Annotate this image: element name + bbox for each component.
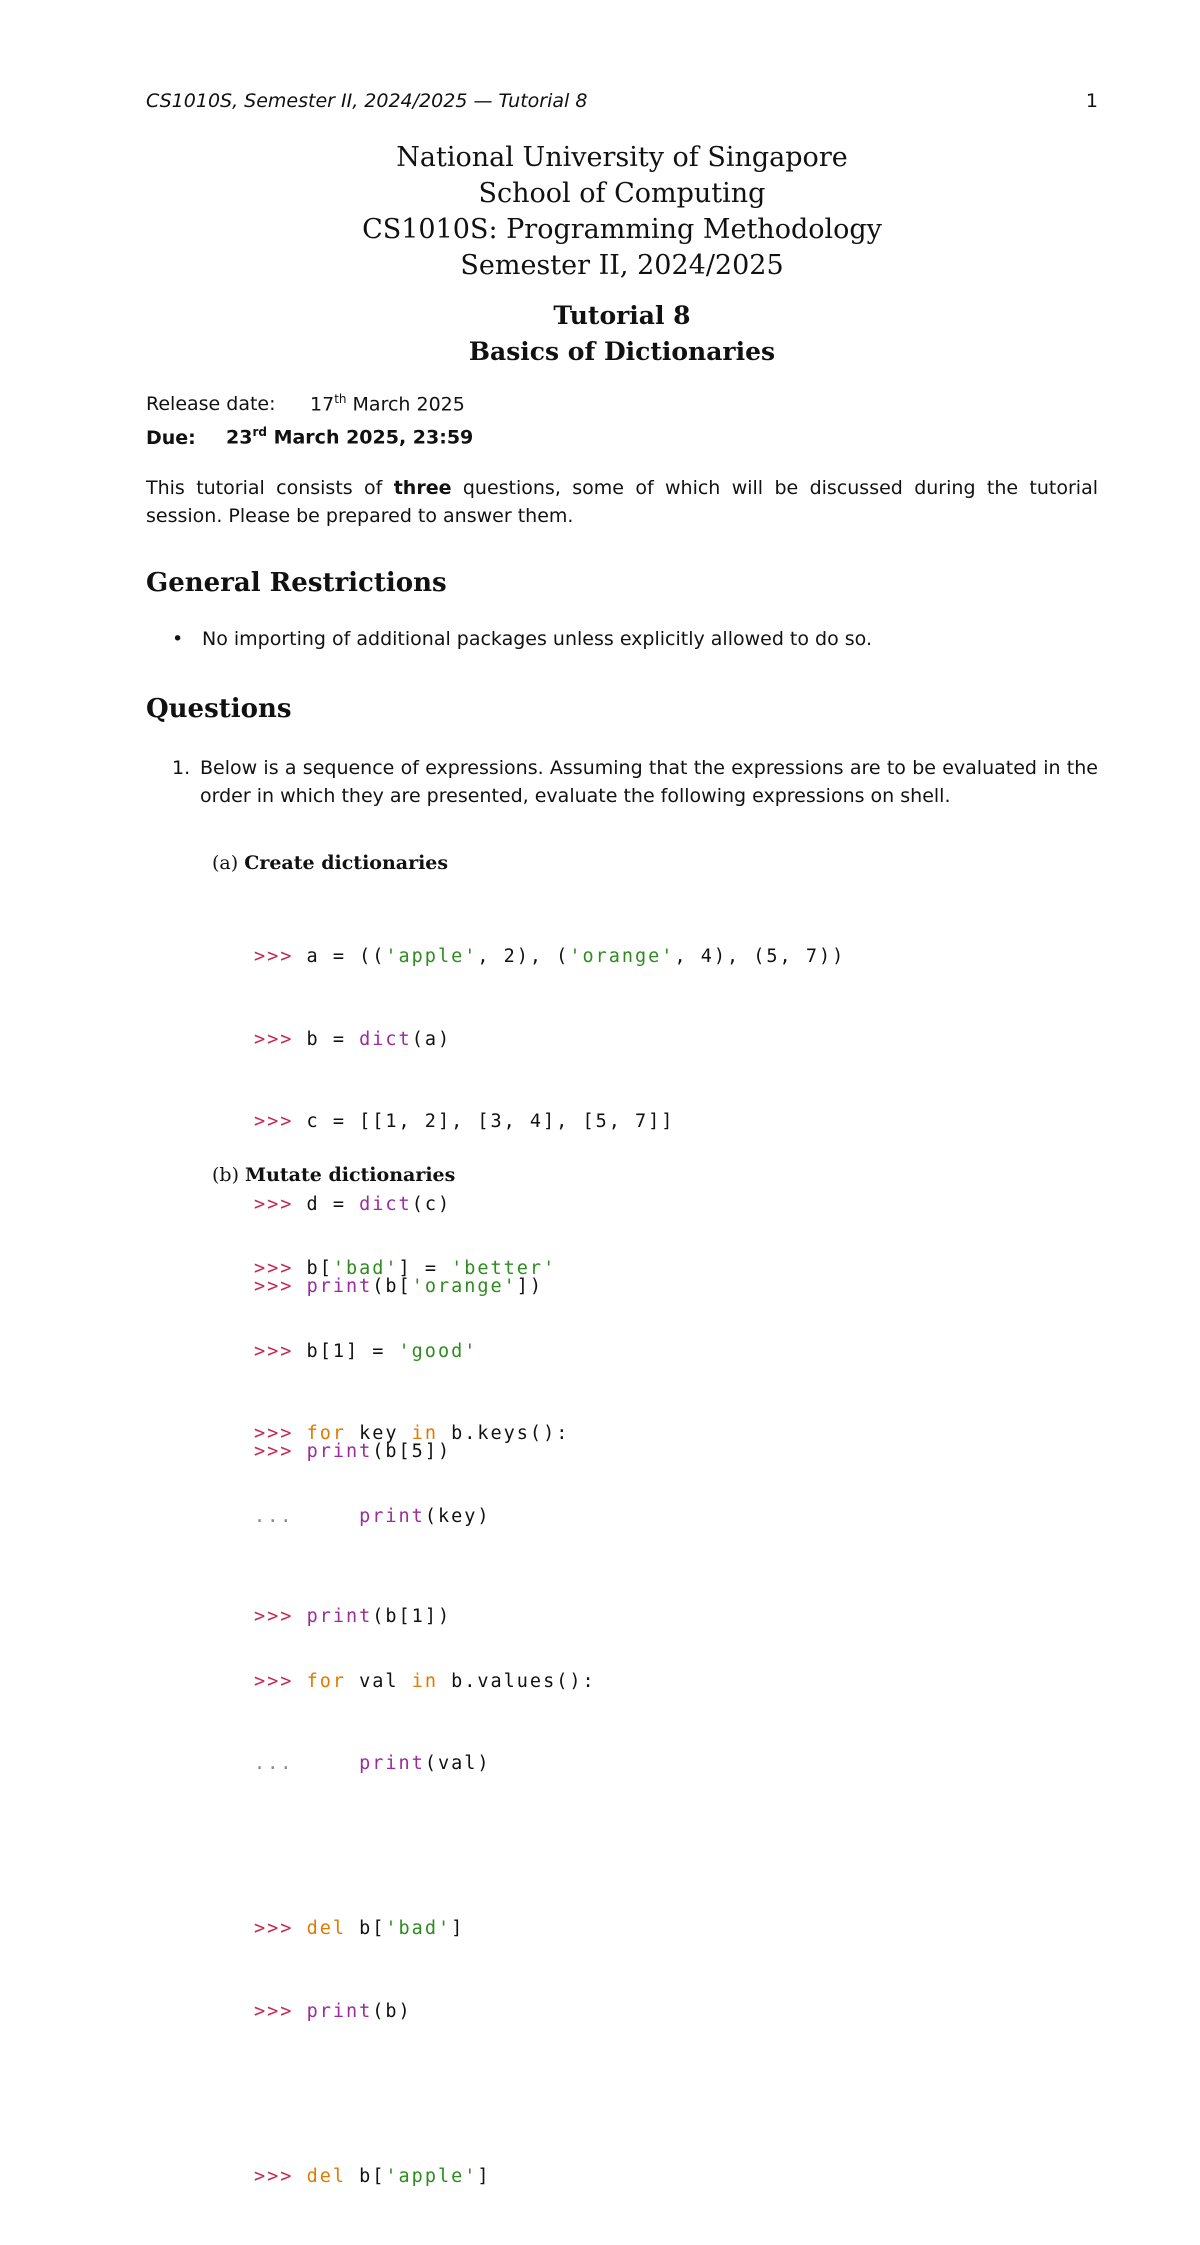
- code-builtin: print: [306, 1441, 373, 1462]
- code-keyword: del: [306, 2165, 346, 2187]
- code-string: 'apple': [385, 946, 478, 967]
- code-text: [293, 1671, 306, 1692]
- code-line: [254, 1420, 596, 1448]
- due-day-suffix: rd: [252, 425, 267, 440]
- release-day: 17: [310, 393, 335, 416]
- university-name: National University of Singapore: [396, 142, 848, 173]
- code-string: 'apple': [385, 2165, 478, 2187]
- part-b-title: [212, 1164, 455, 1186]
- part-a-heading: Create dictionaries: [244, 852, 449, 874]
- dates-block: [146, 385, 473, 452]
- code-string: 'orange': [569, 946, 675, 967]
- prompt: >>>: [254, 1258, 294, 1279]
- code-text: (b[1]): [372, 1606, 452, 1627]
- prompt: >>>: [254, 1340, 294, 1362]
- code-line: [254, 1026, 845, 1054]
- part-b-label: (b): [212, 1164, 239, 1186]
- intro-text-1: This tutorial consists of: [146, 477, 394, 499]
- code-builtin: print: [306, 1606, 373, 1627]
- code-line: [254, 1750, 596, 1778]
- due-date-line: [146, 418, 473, 451]
- code-builtin: print: [306, 2000, 373, 2022]
- part-a-title: [212, 852, 448, 874]
- code-line: [254, 1503, 596, 1531]
- school-name: School of Computing: [478, 178, 766, 209]
- code-string: 'bad': [332, 1258, 399, 1279]
- code-text: [293, 1506, 359, 1527]
- questions-heading: Questions: [146, 694, 292, 724]
- intro-paragraph: [146, 474, 1098, 530]
- prompt: >>>: [254, 1276, 294, 1297]
- part-b-heading: Mutate dictionaries: [245, 1164, 456, 1186]
- code-keyword: for: [306, 1423, 346, 1444]
- prompt: >>>: [254, 2165, 294, 2187]
- tutorial-topic: Basics of Dictionaries: [468, 337, 776, 366]
- prompt: >>>: [254, 1441, 294, 1462]
- release-day-suffix: th: [334, 392, 347, 406]
- code-text: (a): [411, 1028, 452, 1050]
- code-string: 'bad': [385, 1918, 452, 1939]
- question-1: [172, 754, 1098, 810]
- continuation-prompt: ...: [254, 1505, 294, 1527]
- running-title: CS1010S, Semester II, 2024/2025 — Tutorial 8: [146, 90, 588, 112]
- code-keyword: in: [411, 1670, 438, 1692]
- code-text: (val): [424, 1753, 491, 1774]
- code-keyword: for: [306, 1670, 346, 1692]
- tutorial-title-block: [146, 298, 1098, 370]
- code-line: [254, 943, 845, 971]
- code-text: (b[: [372, 1276, 412, 1297]
- code-text: b =: [293, 1028, 360, 1050]
- question-1-text: Below is a sequence of expressions. Assuming that the expressions are to be evaluated in the order in which they are presented, evaluate the following expressions on shell.: [200, 757, 1098, 807]
- due-day: 23: [226, 426, 253, 449]
- bullet-icon: •: [172, 628, 184, 650]
- code-keyword: del: [306, 1918, 346, 1939]
- code-text: [293, 1918, 306, 1939]
- prompt: >>>: [254, 2000, 294, 2022]
- code-line: [254, 1668, 596, 1696]
- code-line: [254, 2163, 596, 2191]
- release-month-year: March 2025: [346, 393, 465, 416]
- title-block: [146, 140, 1098, 284]
- release-date-line: [146, 385, 473, 418]
- code-text: , 2), (: [477, 946, 570, 967]
- code-string: 'good': [398, 1340, 478, 1362]
- continuation-prompt: ...: [254, 1753, 294, 1774]
- code-text: a = ((: [293, 946, 386, 967]
- code-text: d =: [293, 1193, 360, 1215]
- code-line: [254, 1108, 845, 1136]
- code-text: ]: [477, 2165, 491, 2187]
- code-text: [293, 2166, 306, 2187]
- code-text: ]): [516, 1276, 544, 1297]
- code-text: ] =: [398, 1258, 452, 1279]
- running-header: [146, 90, 1098, 112]
- code-text: (key): [424, 1505, 491, 1527]
- code-text: [293, 1423, 306, 1444]
- code-text: [293, 2001, 306, 2022]
- code-string: 'better': [451, 1258, 557, 1279]
- due-label: Due:: [146, 426, 196, 449]
- code-builtin: print: [306, 1276, 373, 1297]
- question-number: 1.: [172, 757, 191, 779]
- code-text: b.keys():: [437, 1423, 570, 1444]
- code-line: [254, 1255, 596, 1283]
- code-string: 'orange': [411, 1276, 517, 1297]
- semester: Semester II, 2024/2025: [460, 250, 784, 281]
- code-keyword: in: [411, 1423, 438, 1444]
- code-text: key: [345, 1423, 412, 1444]
- code-text: [293, 1753, 359, 1774]
- code-block-b: [254, 1200, 596, 2245]
- due-rest: March 2025, 23:59: [266, 426, 474, 449]
- intro-bold: three: [393, 477, 452, 499]
- prompt: >>>: [254, 1028, 294, 1050]
- code-text: ]: [451, 1918, 465, 1939]
- prompt: >>>: [254, 1918, 294, 1939]
- intro-text-2: questions, some of which will be discussed during the tutorial session. Please be prepared to answer them.: [146, 477, 1098, 527]
- restrictions-heading: General Restrictions: [146, 568, 447, 598]
- prompt: >>>: [254, 1670, 294, 1692]
- code-text: (b[5]): [372, 1441, 452, 1462]
- code-text: c = [[1, 2], [3, 4], [5, 7]]: [293, 1111, 675, 1132]
- tutorial-number: Tutorial 8: [553, 301, 691, 330]
- code-text: b.values():: [437, 1670, 596, 1692]
- part-a-label: (a): [212, 852, 239, 874]
- code-builtin: dict: [359, 1028, 412, 1050]
- code-text: val: [345, 1670, 412, 1692]
- prompt: >>>: [254, 1193, 294, 1215]
- prompt: >>>: [254, 1423, 294, 1444]
- prompt: >>>: [254, 1606, 294, 1627]
- prompt: >>>: [254, 946, 294, 967]
- code-builtin: dict: [359, 1193, 412, 1215]
- code-text: b[: [293, 1258, 333, 1279]
- course-name: CS1010S: Programming Methodology: [362, 214, 882, 245]
- code-text: b[1] =: [293, 1340, 399, 1362]
- code-text: b[: [345, 2165, 386, 2187]
- restriction-item: [172, 628, 873, 650]
- restriction-text: No importing of additional packages unless explicitly allowed to do so.: [202, 628, 873, 650]
- prompt: >>>: [254, 1111, 294, 1132]
- code-line: [254, 1915, 596, 1943]
- code-text: (b): [372, 2000, 412, 2022]
- code-text: b[: [345, 1918, 386, 1939]
- code-line: [254, 1338, 596, 1366]
- release-date-label: Release date:: [146, 393, 276, 416]
- code-text: , 4), (5, 7)): [674, 946, 846, 967]
- code-text: (c): [411, 1193, 452, 1215]
- page-number: 1: [1085, 90, 1098, 112]
- code-line: [254, 1998, 596, 2026]
- code-builtin: print: [359, 1753, 425, 1774]
- code-builtin: print: [359, 1505, 425, 1527]
